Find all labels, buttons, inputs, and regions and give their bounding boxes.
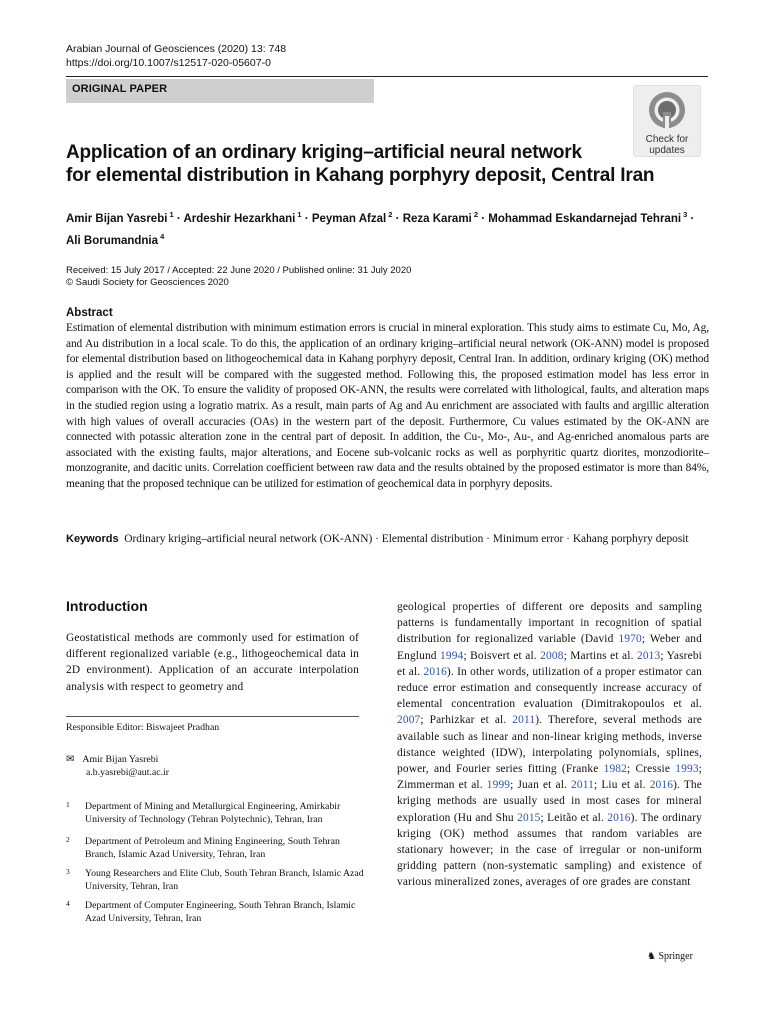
citation-link[interactable]: 1994 <box>440 649 464 662</box>
introduction-heading: Introduction <box>66 598 148 614</box>
corresponding-author <box>66 754 169 779</box>
journal-citation: Arabian Journal of Geosciences (2020) 13: 748 <box>66 43 287 55</box>
corresponding-email[interactable]: a.b.yasrebi@aut.ac.ir <box>86 766 170 778</box>
body-text: ). The ordinary kriging (OK) method assumes that random variables are stationary however; in the case of irregular or non-uniform gridding pattern (non-systematic sampling) and existence of various mineralized zones, averages of ore grades are constant <box>397 811 702 889</box>
title-line-2: for elemental distribution in Kahang porphyry deposit, Central Iran <box>66 165 655 186</box>
envelope-icon: ✉ <box>66 754 75 765</box>
author-affiliation-mark: 2 <box>471 210 479 219</box>
citation-link[interactable]: 2011 <box>512 714 536 727</box>
author-name[interactable]: Peyman Afzal <box>311 212 387 225</box>
author-affiliation-mark: 1 <box>167 210 174 219</box>
affiliation-text: Department of Petroleum and Mining Engineering, South Tehran Branch, Islamic Azad University, Tehran, Iran <box>85 836 340 860</box>
keywords <box>66 531 709 547</box>
intro-left-column: Geostatistical methods are commonly used for estimation of different regionalized variable (e.g., lithogeochemical data in 2D environment). Application of an accurate interpolation analysis with respect to geometry and <box>66 632 359 693</box>
affiliation-number: 1 <box>66 800 70 809</box>
article-dates <box>66 265 411 289</box>
author-name[interactable]: Amir Bijan Yasrebi <box>66 212 168 225</box>
journal-header <box>66 42 286 70</box>
keywords-label: Keywords <box>66 533 119 545</box>
author-name[interactable]: Ardeshir Hezarkhani <box>183 212 296 225</box>
citation-link[interactable]: 2016 <box>423 665 447 678</box>
affiliation-number: 4 <box>66 899 70 908</box>
author-separator: · <box>301 212 312 225</box>
crossmark-icon <box>647 90 687 130</box>
author-separator: · <box>173 212 184 225</box>
affiliation-number: 2 <box>66 835 70 844</box>
body-text: ; Yasrebi et al. <box>397 649 702 678</box>
author-name[interactable]: Ali Borumandnia <box>66 234 159 247</box>
author-separator: · <box>687 212 695 225</box>
citation-link[interactable]: 2008 <box>540 649 564 662</box>
citation-link[interactable]: 2007 <box>397 714 421 727</box>
body-text: ). Therefore, several methods are available such as linear and non-linear kriging methods, inverse distance weighted (IDW), interpolating polynomials, splines, power, and Fourier series fitting (Franke <box>397 714 703 776</box>
body-text: ; Parhizkar et al. <box>420 714 513 727</box>
affiliation-number: 3 <box>66 867 70 876</box>
springer-horse-icon: ♞ <box>647 951 656 962</box>
abstract-text: Estimation of elemental distribution with minimum estimation errors is crucial in mineral exploration. This study aims to estimate Cu, Mo, Ag, and Au distribution in a local scale. To do this, the application of an ordinary kriging–artificial neural network (OK-ANN) model is proposed for elemental distribution based on lithogeochemical data in Kahang porphyry deposit, Central Iran. In addition, ordinary kriging (OK) method is applied and the result will be compared with the suggested method. Following this, the proposed estimation model has less error in comparison with the OK. To ensure the validity of proposed OK-ANN, the results were correlated with lithological, faults, and alteration maps in the studied region using a logratio matrix. As a result, main parts of Ag and Au enrichment are associated with faults and argillic alteration with high values of overall accuracies (OAs) in the western part of the deposit. Furthermore, Cu values estimated by the OK-ANN are connected with potassic alteration zone in the central part of deposit. In addition, the Cu-, Mo-, Au-, and Ag-enriched anomalous parts are associated with the existing faults, major alterations, and Eocene sub-volcanic rocks as well as porphyritic quartz diorites, monzodiorite–monzogranite, and dacitic units. Correlation coefficient between raw data and the results obtained by the proposed estimator is more than 84%, meaning that the proposed technique can be utilized for estimation of geochemical data in porphyry deposits. <box>66 322 709 490</box>
author-affiliation-mark: 3 <box>681 210 688 219</box>
body-text: ; Leitão et al. <box>540 811 608 824</box>
doi-link[interactable]: https://doi.org/10.1007/s12517-020-05607-0 <box>66 57 271 69</box>
citation-link[interactable]: 2013 <box>636 649 661 662</box>
body-text: ; Zimmerman et al. <box>397 763 702 792</box>
citation-link[interactable]: 2015 <box>517 811 541 824</box>
keywords-text: Ordinary kriging–artificial neural network (OK-ANN) · Elemental distribution · Minimum error · Kahang porphyry deposit <box>124 533 689 545</box>
springer-logo <box>647 951 693 962</box>
body-text: ; Boisvert et al. <box>463 649 541 662</box>
citation-link[interactable]: 1999 <box>486 779 511 792</box>
affiliation-text: Young Researchers and Elite Club, South Tehran Branch, Islamic Azad University, Tehran, Iran <box>85 868 364 892</box>
author-name[interactable]: Reza Karami <box>402 212 472 225</box>
author-affiliation-mark: 2 <box>386 210 393 219</box>
citation-link[interactable]: 2011 <box>571 779 594 792</box>
header-rule <box>66 76 708 77</box>
body-text: ). The kriging methods are usually used in most cases for mineral exploration (Hu and Shu <box>397 779 702 824</box>
copyright-line: © Saudi Society for Geosciences 2020 <box>66 277 229 288</box>
citation-link[interactable]: 2016 <box>607 811 631 824</box>
badge-line-1: Check for <box>645 134 689 145</box>
corresponding-name: Amir Bijan Yasrebi <box>82 754 159 765</box>
article-type-banner: ORIGINAL PAPER <box>66 79 374 103</box>
title-line-1: Application of an ordinary kriging–artificial neural network <box>66 142 582 163</box>
author-separator: · <box>478 212 489 225</box>
intro-right-column <box>397 599 702 891</box>
body-text: ; Martins et al. <box>563 649 637 662</box>
citation-link[interactable]: 2016 <box>649 779 674 792</box>
body-text: ; Juan et al. <box>510 779 572 792</box>
author-affiliation-mark: 1 <box>295 210 302 219</box>
author-name[interactable]: Mohammad Eskandarnejad Tehrani <box>488 212 682 225</box>
affiliation-text: Department of Computer Engineering, South Tehran Branch, Islamic Azad University, Tehran, Iran <box>85 900 356 924</box>
affiliation-text: Department of Mining and Metallurgical Engineering, Amirkabir University of Technology (Tehran Polytechnic), Tehran, Iran <box>85 801 341 825</box>
article-history: Received: 15 July 2017 / Accepted: 22 June 2020 / Published online: 31 July 2020 <box>66 265 412 276</box>
author-list <box>66 206 706 250</box>
publisher-name: Springer <box>658 951 693 962</box>
citation-link[interactable]: 1982 <box>603 763 627 776</box>
paper-title <box>66 141 666 187</box>
citation-link[interactable]: 1993 <box>675 763 699 776</box>
citation-link[interactable]: 1970 <box>618 633 642 646</box>
badge-line-2: updates <box>649 144 685 156</box>
author-affiliation-mark: 4 <box>158 231 165 241</box>
body-text: ). In other words, utilization of a proper estimator can reduce error estimation and consequently increase accuracy of elemental concentration evaluation (Dimitrakopoulos et al. <box>397 665 702 711</box>
body-text: ; Weber and Englund <box>397 633 702 662</box>
body-text: geological properties of different ore deposits and sampling patterns is fundamentally important in recognition of spatial distribution for regionalized variable (David <box>397 601 702 646</box>
body-text: ; Liu et al. <box>594 779 650 792</box>
author-separator: · <box>392 212 403 225</box>
footnote-rule <box>66 716 359 717</box>
responsible-editor: Responsible Editor: Biswajeet Pradhan <box>66 722 220 733</box>
body-text: ; Cressie <box>626 763 676 776</box>
abstract-heading: Abstract <box>66 307 113 319</box>
